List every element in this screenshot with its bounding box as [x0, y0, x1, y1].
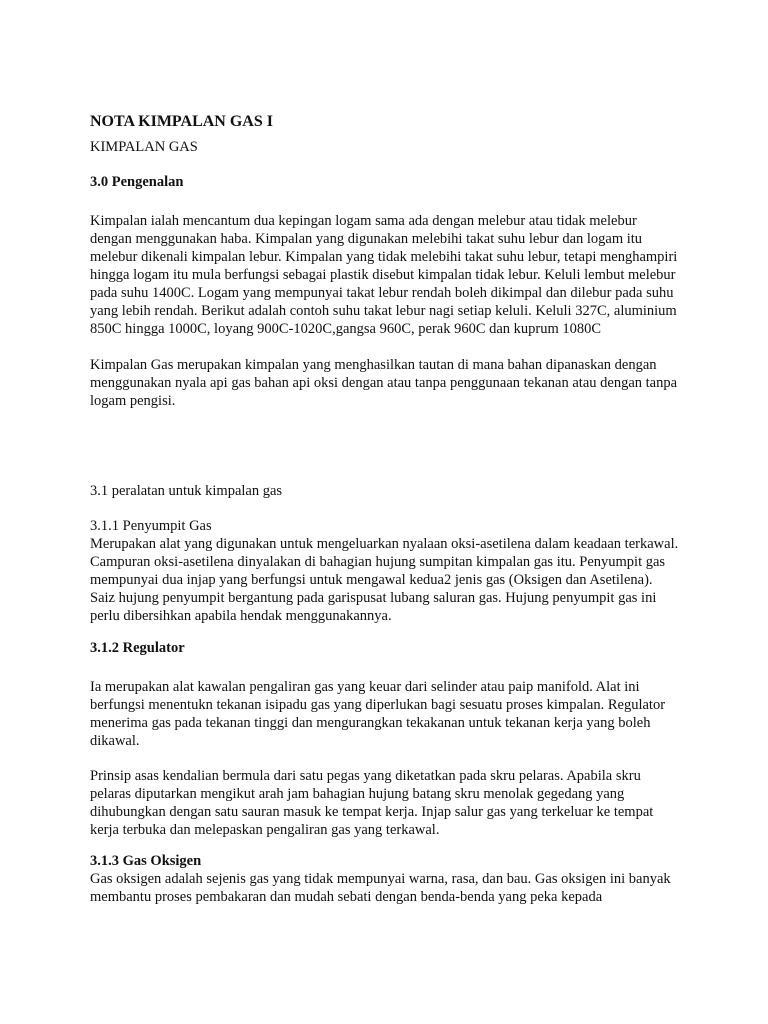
paragraph-gas-oksigen: Gas oksigen adalah sejenis gas yang tidak mempunyai warna, rasa, dan bau. Gas oksigen ini banyak membantu proses pembakaran dan mudah sebati dengan benda-benda yang peka kepada	[90, 871, 671, 905]
paragraph-pengenalan-1: Kimpalan ialah mencantum dua kepingan logam sama ada dengan melebur atau tidak melebur dengan menggunakan haba. Kimpalan yang digunakan melebihi takat suhu lebur dan logam itu melebur dikenali kimpalan lebur. Kimpalan yang tidak melebihi takat suhu lebur, tetapi menghampiri hingga logam itu mula berfungsi sebagai plastik disebut kimpalan tidak lebur. Keluli lembut melebur pada suhu 1400C. Logam yang mempunyai takat lebur rendah boleh dikimpal dan dilebur pada suhu yang lebih rendah. Berikut adalah contoh suhu takat lebur nagi setiap keluli. Keluli 327C, aluminium 850C hingga 1000C, loyang 900C-1020C,gangsa 960C, perak 960C dan kuprum 1080C	[90, 213, 678, 337]
paragraph-penyumpit-gas: Merupakan alat yang digunakan untuk mengeluarkan nyalaan oksi-asetilena dalam keadaan terkawal. Campuran oksi-asetilena dinyalakan di bahagian hujung sumpitan kimpalan gas itu. Penyumpit gas mempunyai dua injap yang berfungsi untuk mengawal kedua2 jenis gas (Oksigen dan Asetilena). Saiz hujung penyumpit bergantung pada garispusat lubang saluran gas. Hujung penyumpit gas ini perlu dibersihkan apabila hendak menggunakannya.	[90, 536, 679, 624]
paragraph-regulator-1: Ia merupakan alat kawalan pengaliran gas yang keuar dari selinder atau paip manifold. Alat ini berfungsi menentukn tekanan isipadu gas yang diperlukan bagi sesuatu proses kimpalan. Regulator menerima gas pada tekanan tinggi dan mengurangkan tekakanan untuk tekanan kerja yang boleh dikawal.	[90, 679, 666, 749]
document-title: NOTA KIMPALAN GAS I	[90, 113, 273, 130]
heading-3-1-1-penyumpit-gas: 3.1.1 Penyumpit Gas	[90, 518, 212, 534]
heading-3-0-pengenalan: 3.0 Pengenalan	[90, 174, 184, 190]
heading-3-1-peralatan: 3.1 peralatan untuk kimpalan gas	[90, 483, 283, 499]
document-page	[90, 112, 680, 906]
document-subtitle: KIMPALAN GAS	[90, 139, 198, 155]
paragraph-regulator-2: Prinsip asas kendalian bermula dari satu pegas yang diketatkan pada skru pelaras. Apabila skru pelaras diputarkan mengikut arah jam bahagian hujung batang skru menolak gegedang yang dihubungkan dengan satu sauran masuk ke tempat kerja. Injap salur gas yang terkeluar ke tempat kerja terbuka dan melepaskan pengaliran gas yang terkawal.	[90, 768, 654, 838]
heading-3-1-2-regulator: 3.1.2 Regulator	[90, 640, 185, 656]
heading-3-1-3-gas-oksigen: 3.1.3 Gas Oksigen	[90, 853, 202, 869]
paragraph-pengenalan-2: Kimpalan Gas merupakan kimpalan yang menghasilkan tautan di mana bahan dipanaskan dengan menggunakan nyala api gas bahan api oksi dengan atau tanpa penggunaan tekanan atau dengan tanpa logam pengisi.	[90, 357, 678, 409]
